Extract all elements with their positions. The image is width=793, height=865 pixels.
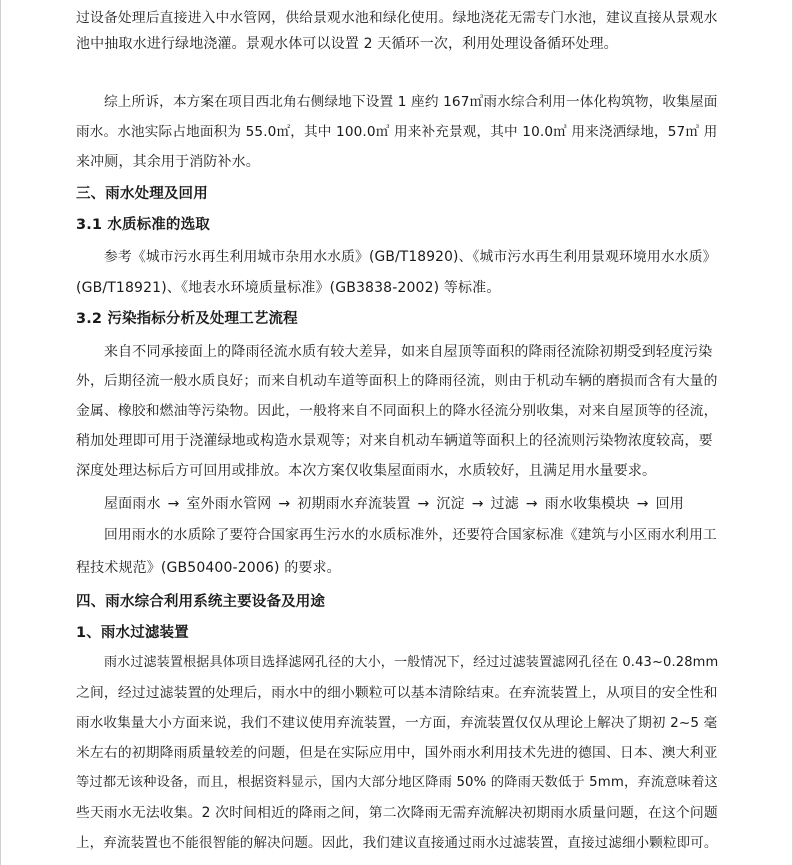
paragraph-line: 外，后期径流一般水质良好；而来自机动车道等面积上的降雨径流，则由于机动车辆的磨损而含有大量的 — [76, 373, 718, 389]
paragraph-line: 米左右的初期降雨质量较差的问题，但是在实际应用中，国外雨水利用技术先进的德国、日本、澳大利亚 — [76, 745, 718, 761]
page-edge-left — [0, 0, 1, 865]
paragraph-line: 雨水。水池实际占地面积为 55.0㎡，其中 100.0㎥ 用来补充景观，其中 10.0㎥ 用来浇洒绿地，57㎥ 用 — [76, 124, 718, 140]
paragraph-line: 回用雨水的水质除了要符合国家再生污水的水质标准外，还要符合国家标准《建筑与小区雨水利用工 — [104, 527, 717, 543]
paragraph-line: 程技术规范》(GB50400-2006) 的要求。 — [76, 560, 341, 576]
paragraph-line: 来冲厕，其余用于消防补水。 — [76, 154, 260, 170]
paragraph-line: 雨水收集量大小方面来说，我们不建议使用弃流装置，一方面，弃流装置仅仅从理论上解决了期初 2~5 毫 — [76, 715, 718, 731]
flow-arrow: → — [167, 496, 180, 512]
paragraph-line: 深度处理达标后方可回用或排放。本次方案仅收集屋面雨水，水质较好，且满足用水量要求。 — [76, 463, 657, 479]
paragraph-line: 上，弃流装置也不能很智能的解决问题。因此，我们建议直接通过雨水过滤装置，直接过滤细小颗粒即可。 — [76, 835, 718, 851]
flow-step: 回用 — [655, 496, 684, 512]
flow-arrow: → — [636, 496, 649, 512]
paragraph-line: 些天雨水无法收集。2 次时间相近的降雨之间，第二次降雨无需弃流解决初期雨水质量问题，在这个问题 — [76, 805, 718, 821]
flow-step: 屋面雨水 — [104, 496, 161, 512]
paragraph-line: (GB/T18921)、《地表水环境质量标准》(GB3838-2002) 等标准。 — [76, 280, 501, 296]
flow-step: 沉淀 — [436, 496, 465, 512]
paragraph-line: 之间，经过过滤装置的处理后，雨水中的细小颗粒可以基本清除结束。在弃流装置上，从项目的安全性和 — [76, 685, 718, 701]
paragraph-line: 池中抽取水进行绿地浇灌。景观水体可以设置 2 天循环一次，利用处理设备循环处理。 — [76, 36, 618, 52]
flow-arrow: → — [525, 496, 538, 512]
paragraph-line: 金属、橡胶和燃油等污染物。因此，一般将来自不同面积上的降水径流分别收集，对来自屋顶等的径流， — [76, 403, 718, 419]
paragraph-line: 过设备处理后直接进入中水管网，供给景观水池和绿化使用。绿地浇花无需专门水池，建议直接从景观水 — [76, 10, 718, 26]
section-heading: 三、雨水处理及回用 — [76, 186, 208, 202]
subsection-heading: 3.2 污染指标分析及处理工艺流程 — [76, 311, 298, 327]
paragraph-line: 雨水过滤装置根据具体项目选择滤网孔径的大小，一般情况下，经过过滤装置滤网孔径在 0.43~0.28mm — [104, 655, 719, 670]
paragraph-line: 参考《城市污水再生利用城市杂用水水质》(GB/T18920)、《城市污水再生利用景观环境用水水质》 — [104, 249, 717, 265]
flow-arrow: → — [417, 496, 430, 512]
section-heading: 四、雨水综合利用系统主要设备及用途 — [76, 594, 326, 610]
subsection-heading: 1、雨水过滤装置 — [76, 625, 189, 641]
paragraph-line: 综上所诉，本方案在项目西北角右侧绿地下设置 1 座约 167㎥雨水综合利用一体化构筑物，收集屋面 — [104, 94, 718, 110]
paragraph-line: 等过都无该种设备，而且，根据资料显示，国内大部分地区降雨 50% 的降雨天数低于 5mm，弃流意味着这 — [76, 775, 718, 790]
flow-step: 过滤 — [490, 496, 519, 512]
flow-arrow: → — [278, 496, 291, 512]
paragraph-line: 来自不同承接面上的降雨径流水质有较大差异，如来自屋顶等面积的降雨径流除初期受到轻度污染 — [104, 344, 713, 360]
flow-step: 初期雨水弃流装置 — [297, 496, 411, 512]
flow-step: 室外雨水管网 — [186, 496, 272, 512]
flow-step: 雨水收集模块 — [544, 496, 630, 512]
paragraph-line: 稍加处理即可用于浇灌绿地或构造水景观等；对来自机动车辆道等面积上的径流则污染物浓度较高，要 — [76, 433, 713, 449]
subsection-heading: 3.1 水质标准的选取 — [76, 217, 210, 233]
flow-arrow: → — [471, 496, 484, 512]
process-flow — [104, 489, 721, 519]
